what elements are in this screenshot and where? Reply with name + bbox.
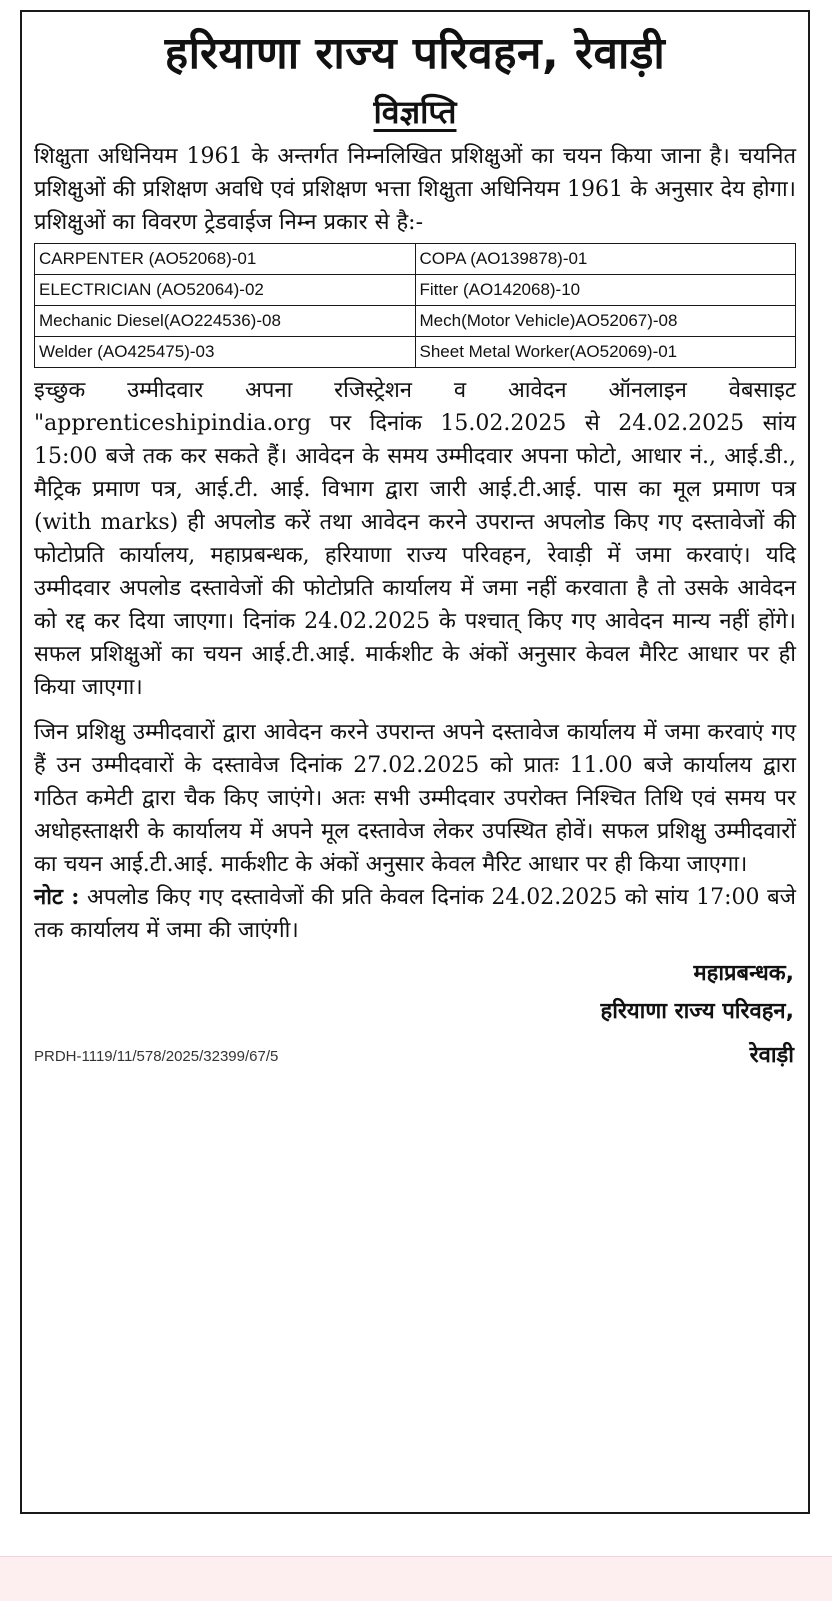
trades-table: [34, 243, 796, 368]
trade-cell: Fitter (AO142068)-10: [415, 275, 796, 306]
reference-number: PRDH-1119/11/578/2025/32399/67/5: [34, 1048, 279, 1065]
footer-row: [34, 1031, 796, 1069]
table-row: [35, 306, 796, 337]
signature-designation: महाप्रबन्धक,: [693, 961, 794, 986]
trade-cell: Sheet Metal Worker(AO52069)-01: [415, 337, 796, 368]
note-paragraph: [34, 881, 796, 947]
trade-cell: CARPENTER (AO52068)-01: [35, 244, 416, 275]
notice-subtitle: विज्ञप्ति: [373, 93, 457, 131]
table-row: [35, 275, 796, 306]
signature-location: रेवाड़ी: [749, 1043, 794, 1068]
note-label: नोट :: [34, 884, 80, 910]
trade-cell: Welder (AO425475)-03: [35, 337, 416, 368]
trade-cell: COPA (AO139878)-01: [415, 244, 796, 275]
signature-block: [34, 955, 796, 1031]
intro-paragraph: शिक्षुता अधिनियम 1961 के अन्तर्गत निम्नलिखित प्रशिक्षुओं का चयन किया जाना है। चयनित प्रशिक्षुओं की प्रशिक्षण अवधि एवं प्रशिक्षण भत्ता शिक्षुता अधिनियम 1961 के अनुसार देय होगा। प्रशिक्षुओं का विवरण ट्रेडवाईज निम्न प्रकार से है:-: [34, 144, 796, 235]
application-paragraph: इच्छुक उम्मीदवार अपना रजिस्ट्रेशन व आवेदन ऑनलाइन वेबसाइट "apprenticeshipindia.org पर दिनांक 15.02.2025 से 24.02.2025 सांय 15:00 बजे तक कर सकते हैं। आवेदन के समय उम्मीदवार अपना फोटो, आधार नं., आई.डी., मैट्रिक प्रमाण पत्र, आई.टी. आई. विभाग द्वारा जारी आई.टी.आई. पास का मूल प्रमाण पत्र (with marks) ही अपलोड करें तथा आवेदन करने उपरान्त अपलोड किए गए दस्तावेजों की फोटोप्रति कार्यालय, महाप्रबन्धक, हरियाणा राज्य परिवहन, रेवाड़ी में जमा करवाएं। यदि उम्मीदवार अपलोड दस्तावेजों की फोटोप्रति कार्यालय में जमा नहीं करवाता है तो उसके आवेदन को रद्द कर दिया जाएगा। दिनांक 24.02.2025 के पश्चात् किए गए आवेदन मान्य नहीं होंगे। सफल प्रशिक्षुओं का चयन आई.टी.आई. मार्कशीट के अंकों अनुसार केवल मैरिट आधार पर ही किया जाएगा।: [34, 378, 796, 700]
notice-document: [20, 10, 810, 1514]
notice-title: हरियाणा राज्य परिवहन, रेवाड़ी: [164, 28, 666, 79]
notice-subtitle-wrap: [34, 88, 796, 136]
signature-organization: हरियाणा राज्य परिवहन,: [600, 999, 794, 1024]
paragraph-gap: [34, 704, 796, 716]
note-text: अपलोड किए गए दस्तावेजों की प्रति केवल दिनांक 24.02.2025 को सांय 17:00 बजे तक कार्यालय में जमा की जाएंगी।: [34, 885, 796, 943]
trade-cell: ELECTRICIAN (AO52064)-02: [35, 275, 416, 306]
table-row: [35, 337, 796, 368]
bottom-bar: [0, 1556, 832, 1601]
trade-cell: Mech(Motor Vehicle)AO52067)-08: [415, 306, 796, 337]
trade-cell: Mechanic Diesel(AO224536)-08: [35, 306, 416, 337]
verification-paragraph: जिन प्रशिक्षु उम्मीदवारों द्वारा आवेदन करने उपरान्त अपने दस्तावेज कार्यालय में जमा करवाएं गए हैं उन उम्मीदवारों के दस्तावेज दिनांक 27.02.2025 को प्रातः 11.00 बजे कार्यालय द्वारा गठित कमेटी द्वारा चैक किए जाएंगे। अतः सभी उम्मीदवार उपरोक्त निश्चित तिथि एवं समय पर अधोहस्ताक्षरी के कार्यालय में अपने मूल दस्तावेज लेकर उपस्थित होवें। सफल प्रशिक्षु उम्मीदवारों का चयन आई.टी.आई. मार्कशीट के अंकों अनुसार केवल मैरिट आधार पर ही किया जाएगा।: [34, 720, 796, 877]
table-row: [35, 244, 796, 275]
